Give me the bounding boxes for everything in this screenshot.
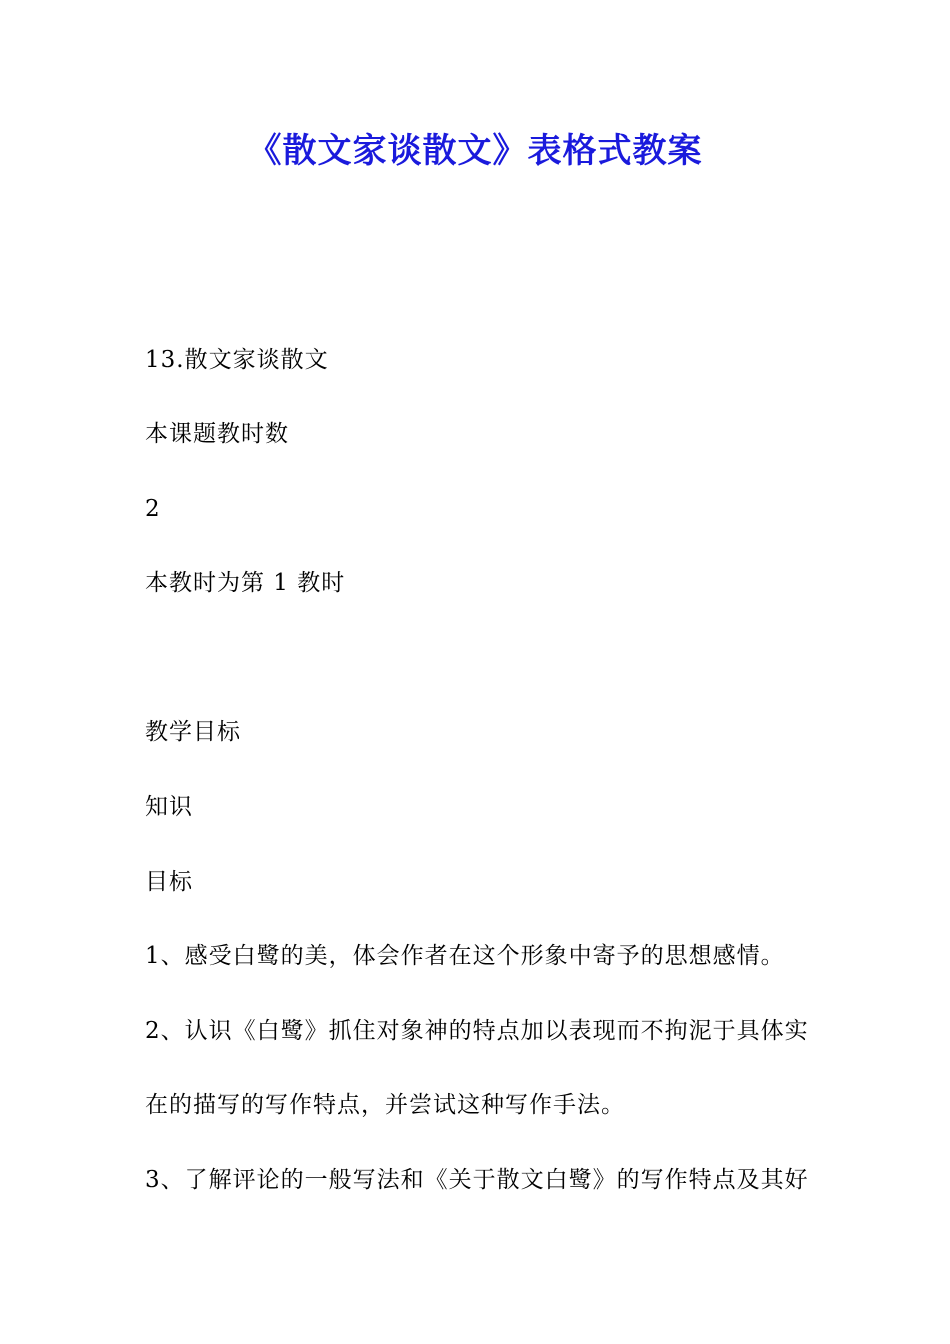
goal-item-2: 2、认识《白鹭》抓住对象神的特点加以表现而不拘泥于具体实 (145, 1018, 809, 1044)
goal-item-2-continued: 在的描写的写作特点，并尝试这种写作手法。 (145, 1092, 625, 1118)
lesson-hours-value: 2 (145, 496, 161, 522)
document-title: 《散文家谈散文》表格式教案 (247, 131, 703, 171)
goal-item-1: 1、感受白鹭的美，体会作者在这个形象中寄予的思想感情。 (145, 943, 785, 969)
lesson-heading: 13.散文家谈散文 (145, 347, 329, 373)
lesson-hours-label: 本课题教时数 (145, 421, 289, 447)
teaching-goals-label: 教学目标 (145, 719, 241, 745)
current-lesson-text: 本教时为第 1 教时 (145, 570, 346, 596)
goals-label: 目标 (145, 869, 193, 895)
goal-item-3: 3、了解评论的一般写法和《关于散文白鹭》的写作特点及其好 (145, 1167, 809, 1193)
knowledge-label: 知识 (145, 794, 193, 820)
